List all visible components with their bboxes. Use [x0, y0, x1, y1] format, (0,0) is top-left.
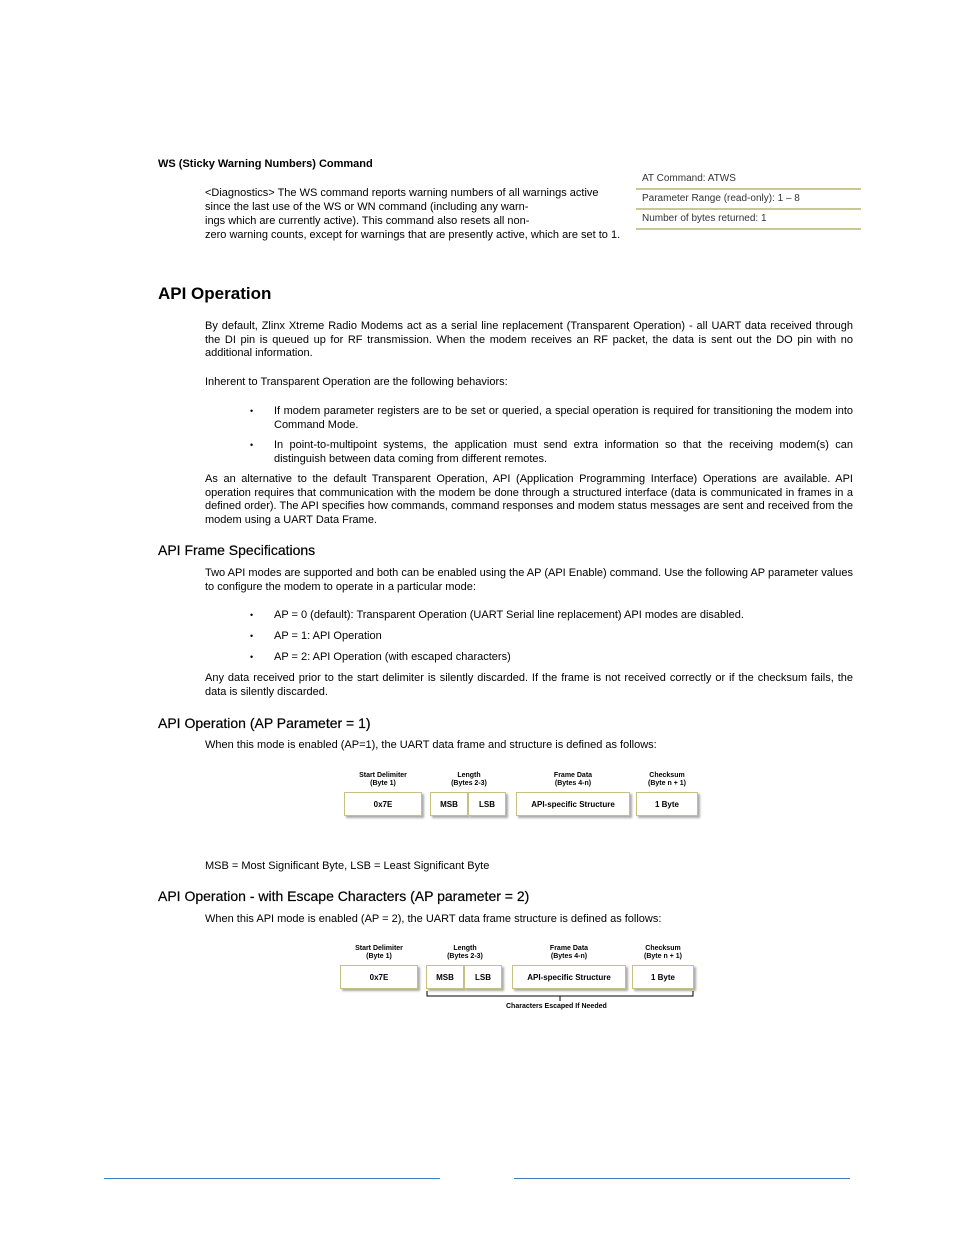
msb-box: MSB: [426, 965, 464, 989]
checksum-box: 1 Byte: [636, 792, 698, 816]
ap1-heading: API Operation (AP Parameter = 1): [158, 715, 371, 731]
start-delimiter-box: 0x7E: [340, 965, 418, 989]
behavior-text: In point-to-multipoint systems, the application must send extra information so that the receiving modem(s) can distinguish between data coming from different remotes.: [274, 439, 853, 465]
footer-rule-right: [514, 1178, 850, 1179]
checksum-label: [632, 945, 694, 961]
api-intro-paragraph: By default, Zlinx Xtreme Radio Modems act as a serial line replacement (Transparent Operation) - all UART data received through the DI pin is queued up for RF transmission. When the modem receives an RF packet, the data is sent out the DO pin with no additional information.: [205, 320, 853, 359]
start-delimiter-label: [344, 772, 422, 788]
frame-specs-heading: API Frame Specifications: [158, 542, 316, 558]
ws-line-3: ings which are currently active). This command also resets all non-: [205, 215, 530, 227]
frame-data-box: API-specific Structure: [516, 792, 630, 816]
at-command-table: [636, 170, 861, 230]
parameter-range-row: Parameter Range (read-only): 1 – 8: [636, 188, 861, 208]
frame-data-label: [512, 945, 626, 961]
bullet-icon: •: [250, 610, 254, 620]
lsb-box: LSB: [468, 792, 506, 816]
frame-data-label: [516, 772, 630, 788]
msb-lsb-footnote: MSB = Most Significant Byte, LSB = Least Significant Byte: [205, 860, 490, 872]
mode-text: AP = 2: API Operation (with escaped characters): [274, 651, 511, 663]
ws-command-title: WS (Sticky Warning Numbers) Command: [158, 158, 373, 170]
api-alternative-paragraph: As an alternative to the default Transparent Operation, API (Application Programming Interface) Operations are available. API operation requires that communication with the modem be done through a structured interface (data is communicated in frames in a defined order). The API specifies how commands, command responses and modem status messages are sent and received from the modem using a UART Data Frame.: [205, 473, 853, 526]
mode-item: [250, 651, 853, 665]
mode-item: [250, 609, 853, 623]
ap1-frame-diagram: [344, 772, 704, 820]
bullet-icon: •: [250, 406, 254, 416]
label-line: Start Delimiter: [355, 945, 403, 952]
lsb-box: LSB: [464, 965, 502, 989]
api-operation-heading: API Operation: [158, 284, 272, 303]
label-line: (Byte n + 1): [644, 953, 682, 960]
bullet-icon: •: [250, 631, 254, 641]
label-line: (Bytes 2-3): [451, 780, 487, 787]
length-label: [426, 945, 504, 961]
label-line: Length: [457, 772, 481, 779]
label-line: (Bytes 4-n): [554, 780, 592, 787]
ws-line-1: <Diagnostics> The WS command reports warning numbers of all warnings active: [205, 187, 599, 199]
start-delimiter-box: 0x7E: [344, 792, 422, 816]
ws-line-2: since the last use of the WS or WN command (including any warn-: [205, 201, 529, 213]
behaviors-intro: Inherent to Transparent Operation are the following behaviors:: [205, 376, 508, 388]
checksum-label: [636, 772, 698, 788]
mode-text: AP = 0 (default): Transparent Operation (UART Serial line replacement) API modes are disabled.: [274, 609, 744, 621]
frame-data-box: API-specific Structure: [512, 965, 626, 989]
label-line: Length: [453, 945, 477, 952]
ws-command-description: [205, 186, 645, 242]
ws-line-4: zero warning counts, except for warnings that are presently active, which are set to 1.: [205, 229, 621, 241]
label-line: Checksum: [645, 945, 681, 952]
at-command-row: AT Command: ATWS: [642, 173, 736, 184]
label-line: Start Delimiter: [359, 772, 407, 779]
bullet-icon: •: [250, 440, 254, 450]
label-line: Checksum: [649, 772, 685, 779]
label-line: (Bytes 4-n): [550, 953, 588, 960]
bytes-returned-row: Number of bytes returned: 1: [636, 208, 861, 230]
mode-text: AP = 1: API Operation: [274, 630, 382, 642]
label-line: (Byte n + 1): [648, 780, 686, 787]
ap2-intro: When this API mode is enabled (AP = 2), the UART data frame structure is defined as follows:: [205, 913, 662, 925]
start-delimiter-label: [340, 945, 418, 961]
ap2-frame-diagram: [340, 945, 700, 1015]
label-line: (Byte 1): [370, 780, 396, 787]
ap2-heading: API Operation - with Escape Characters (AP parameter = 2): [158, 888, 530, 904]
checksum-box: 1 Byte: [632, 965, 694, 989]
length-label: [430, 772, 508, 788]
discard-paragraph: Any data received prior to the start delimiter is silently discarded. If the frame is not received correctly or if the checksum fails, the data is silently discarded.: [205, 672, 853, 698]
frame-specs-intro: Two API modes are supported and both can be enabled using the AP (API Enable) command. Use the following AP parameter values to configure the modem to operate in a particular mode:: [205, 567, 853, 593]
behavior-item: [250, 405, 853, 432]
escape-bracket-icon: [426, 991, 696, 1003]
bullet-icon: •: [250, 652, 254, 662]
label-line: Frame Data: [553, 772, 593, 779]
behavior-text: If modem parameter registers are to be set or queried, a special operation is required for transitioning the modem into Command Mode.: [274, 405, 853, 431]
behavior-item: [250, 439, 853, 466]
footer-rule-left: [104, 1178, 440, 1179]
ap1-intro: When this mode is enabled (AP=1), the UART data frame and structure is defined as follows:: [205, 739, 657, 751]
label-line: Frame Data: [549, 945, 589, 952]
label-line: (Byte 1): [366, 953, 392, 960]
mode-item: [250, 630, 853, 644]
label-line: (Bytes 2-3): [447, 953, 483, 960]
escape-characters-note: Characters Escaped If Needed: [506, 1003, 607, 1010]
msb-box: MSB: [430, 792, 468, 816]
